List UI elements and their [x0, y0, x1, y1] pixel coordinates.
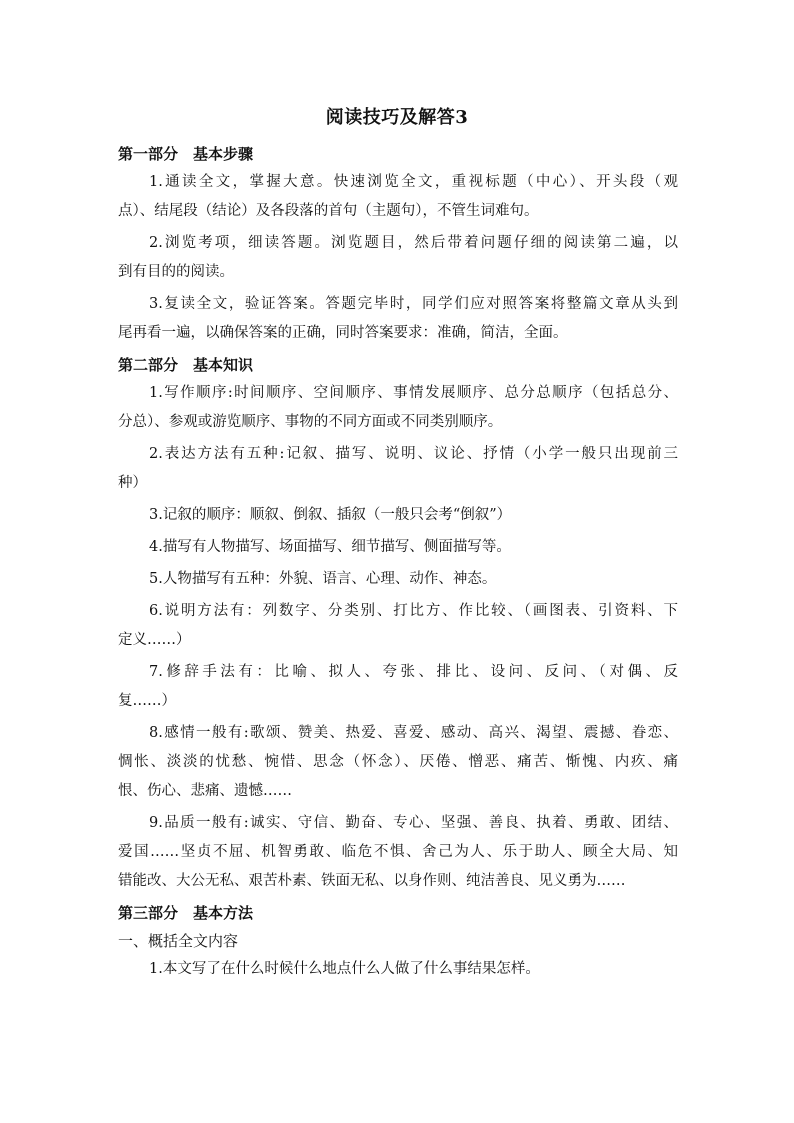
paragraph: [118, 290, 678, 348]
text-line: 复……）: [118, 693, 176, 709]
text-line: 9.品质一般有:诚实、守信、勤奋、专心、坚强、善良、执着、勇敢、团结、: [149, 815, 678, 831]
text-line: 分总）、参观或游览顺序、事物的不同方面或不同类别顺序。: [118, 414, 503, 430]
paragraph: [118, 719, 678, 806]
section-heading: 第一部分 基本步骤: [118, 145, 254, 163]
text-line: 3.复读全文，验证答案。答题完毕时，同学们应对照答案将整篇文章从头到: [149, 296, 678, 312]
paragraph: [118, 229, 678, 287]
text-line: 点）、结尾段（结论）及各段落的首句（主题句），不管生词难句。: [118, 203, 539, 219]
text-line: 7.修辞手法有：比喻、拟人、夸张、排比、设问、反问、（对偶、反: [149, 664, 678, 680]
paragraph: [118, 658, 678, 716]
paragraph: [118, 533, 678, 562]
text-line: 1.本文写了在什么时候什么地点什么人做了什么事结果怎样。: [149, 961, 540, 977]
text-line: 恨、伤心、悲痛、遗憾……: [118, 783, 292, 799]
text-line: 3.记叙的顺序：顺叙、倒叙、插叙（一般只会考“倒叙”）: [149, 507, 512, 523]
paragraph: [118, 809, 678, 896]
text-line: 2.表达方法有五种:记叙、描写、说明、议论、抒情（小学一般只出现前三: [149, 446, 678, 462]
text-line: 种）: [118, 475, 147, 491]
page-title: 阅读技巧及解答3: [325, 107, 469, 128]
document-body: [118, 140, 678, 987]
text-line: 8.感情一般有:歌颂、赞美、热爱、喜爱、感动、高兴、渴望、震撼、眷恋、: [149, 725, 678, 741]
text-line: 惆怅、淡淡的忧愁、惋惜、思念（怀念）、厌倦、憎恶、痛苦、惭愧、内疚、痛: [118, 754, 678, 770]
paragraph: [118, 597, 678, 655]
text-line: 错能改、大公无私、艰苦朴素、铁面无私、以身作则、纯洁善良、见义勇为……: [118, 873, 626, 889]
text-line: 6.说明方法有：列数字、分类别、打比方、作比较、（画图表、引资料、下: [149, 603, 678, 619]
text-line: 到有目的的阅读。: [118, 264, 234, 280]
section-heading: 第二部分 基本知识: [118, 356, 254, 374]
section-heading: 第三部分 基本方法: [118, 904, 254, 922]
text-line: 1.通读全文，掌握大意。快速浏览全文，重视标题（中心）、开头段（观: [149, 174, 678, 190]
paragraph: [118, 440, 678, 498]
paragraph: [118, 955, 678, 984]
paragraph: [118, 168, 678, 226]
text-line: 尾再看一遍，以确保答案的正确，同时答案要求：准确，简洁，全面。: [118, 325, 568, 341]
text-line: 1.写作顺序:时间顺序、空间顺序、事情发展顺序、总分总顺序（包括总分、: [149, 385, 678, 401]
text-line: 4.描写有人物描写、场面描写、细节描写、侧面描写等。: [149, 539, 511, 555]
paragraph: [118, 565, 678, 594]
text-line: 2.浏览考项，细读答题。浏览题目，然后带着问题仔细的阅读第二遍，以: [149, 235, 678, 251]
paragraph: [118, 501, 678, 530]
paragraph: [118, 379, 678, 437]
text-line: 定义……）: [118, 632, 191, 648]
text-line: 爱国……坚贞不屈、机智勇敢、临危不惧、舍己为人、乐于助人、顾全大局、知: [118, 844, 678, 860]
subsection-heading: 一、概括全文内容: [118, 932, 239, 950]
text-line: 5.人物描写有五种：外貌、语言、心理、动作、神态。: [149, 571, 497, 587]
